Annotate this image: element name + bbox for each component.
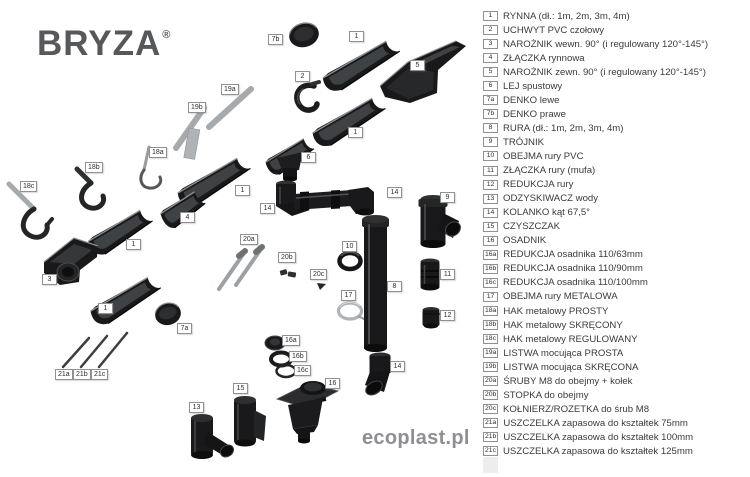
legend-row-20b	[483, 388, 747, 402]
legend-number-box: 16b	[485, 264, 497, 272]
legend-row-6	[483, 79, 747, 93]
legend-number-box: 16a	[485, 250, 497, 258]
part-label-7b: 7b	[268, 34, 283, 45]
part-label-20b: 20b	[278, 252, 296, 263]
legend-item-label: DENKO prawe	[503, 108, 566, 120]
legend-number-box: 16	[483, 236, 498, 246]
legend-item-label: LEJ spustowy	[503, 80, 563, 92]
legend-number-box: 18a	[485, 307, 497, 314]
legend-row-2	[483, 23, 747, 37]
legend-item-label: RYNNA (dł.: 1m, 2m, 3m, 4m)	[503, 10, 630, 22]
legend-item-label: REDUKCJA osadnika 110/90mm	[503, 263, 643, 275]
part-label-16a: 16a	[282, 335, 300, 346]
legend-number-box: 20b	[485, 391, 497, 399]
part-label-14: 14	[387, 187, 402, 198]
part-label-18c: 18c	[20, 181, 37, 192]
legend-number-box: 21b	[485, 433, 497, 441]
legend-item-label: ZŁĄCZKA rury (mufa)	[503, 165, 596, 177]
legend-row-5	[483, 65, 747, 79]
watermark: ecoplast.pl	[362, 427, 470, 449]
legend-number-box: 20c	[483, 404, 498, 414]
legend-item-label: LISTWA mocująca SKRĘCONA	[503, 361, 639, 373]
part-label-19a: 19a	[221, 84, 239, 95]
legend-item-label: NAROŻNIK zewn. 90° (i regulowany 120°-145°)	[503, 66, 706, 78]
part-label-4: 4	[180, 212, 195, 223]
part-label-19b: 19b	[188, 102, 206, 113]
part-label-21c: 21c	[91, 369, 108, 380]
part-label-18a: 18a	[149, 147, 167, 158]
legend-row-11	[483, 164, 747, 178]
legend-column-tail	[483, 457, 498, 473]
part-label-1: 1	[348, 127, 363, 138]
legend-item-label: REDUKCJA rury	[503, 179, 574, 191]
part-label-6: 6	[301, 152, 316, 163]
legend-number-box: 4	[483, 53, 498, 63]
legend-item-label: LISTWA mocująca PROSTA	[503, 347, 624, 359]
legend-item-label: TRÓJNIK	[503, 136, 545, 148]
part-label-7a: 7a	[177, 323, 192, 334]
legend-row-4	[483, 51, 747, 65]
legend-item-label: KOLANKO kąt 67,5°	[503, 207, 591, 219]
legend-item-label: ODZYSKIWACZ wody	[503, 193, 599, 205]
brand-logo-text: BRYZA	[37, 24, 162, 63]
legend-number-box: 21a	[485, 419, 497, 427]
legend-row-17	[483, 290, 747, 304]
part-label-9: 9	[440, 192, 455, 203]
legend-item-label: REDUKCJA osadnika 110/63mm	[503, 249, 643, 261]
legend-row-3	[483, 37, 747, 51]
legend-number-box: 9	[483, 137, 498, 147]
legend-row-8	[483, 121, 747, 135]
legend-row-21c	[483, 444, 747, 458]
legend-row-7a	[483, 93, 747, 107]
legend-row-20c	[483, 402, 747, 416]
part-label-20a: 20a	[240, 234, 258, 245]
legend-number-box: 19b	[485, 363, 497, 371]
legend-item-label: OBEJMA rury PVC	[503, 150, 584, 162]
legend-number-box: 2	[483, 25, 498, 35]
legend-row-19b	[483, 360, 747, 374]
legend-number-box: 6	[483, 81, 498, 91]
legend-row-20a	[483, 374, 747, 388]
legend-item-label: STOPKA do obejmy	[503, 389, 589, 401]
legend-row-13	[483, 192, 747, 206]
legend-row-21b	[483, 430, 747, 444]
legend-number-box: 8	[483, 123, 498, 133]
legend-row-18b	[483, 318, 747, 332]
legend-item-label: RURA (dł.: 1m, 2m, 3m, 4m)	[503, 122, 624, 134]
legend-item-label: USZCZELKA zapasowa do kształtek 125mm	[503, 445, 693, 457]
legend-number-box: 13	[483, 194, 498, 204]
legend-number-box: 1	[483, 11, 498, 21]
part-label-14: 14	[260, 203, 275, 214]
legend-number-box: 7a	[483, 95, 498, 105]
legend-item-label: ZŁĄCZKA rynnowa	[503, 52, 585, 64]
legend-item-label: HAK metalowy SKRĘCONY	[503, 319, 623, 331]
part-label-3: 3	[42, 274, 57, 285]
part-label-5: 5	[410, 60, 425, 71]
legend-number-box: 3	[483, 39, 498, 49]
legend-number-box: 12	[483, 180, 498, 190]
legend-row-16	[483, 234, 747, 248]
legend-item-label: CZYSZCZAK	[503, 221, 561, 233]
legend-item-label: USZCZELKA zapasowa do kształtek 75mm	[503, 417, 688, 429]
legend-row-15	[483, 220, 747, 234]
part-label-14: 14	[390, 361, 405, 372]
part-label-13: 13	[189, 402, 204, 413]
legend-number-box: 14	[483, 208, 498, 218]
legend-row-16a	[483, 248, 747, 262]
part-label-21a: 21a	[55, 369, 73, 380]
legend-row-19a	[483, 346, 747, 360]
part-label-10: 10	[342, 241, 357, 252]
legend-item-label: NAROŻNIK wewn. 90° (i regulowany 120°-145°)	[503, 38, 709, 50]
legend-item-label: HAK metalowy REGULOWANY	[503, 333, 638, 345]
part-label-21b: 21b	[73, 369, 91, 380]
part-label-18b: 18b	[85, 162, 103, 173]
legend-number-box: 21c	[483, 446, 498, 456]
legend-number-box: 20a	[485, 377, 497, 385]
part-label-11: 11	[440, 269, 455, 280]
part-label-8: 8	[387, 281, 402, 292]
part-label-1: 1	[98, 303, 113, 314]
legend-item-label: KOŁNIERZ/ROZETKA do śrub M8	[503, 403, 650, 415]
part-label-20c: 20c	[310, 269, 327, 280]
legend-item-label: REDUKCJA osadnika 110/100mm	[503, 277, 648, 289]
legend-row-10	[483, 149, 747, 163]
legend-number-box: 11	[483, 166, 498, 176]
part-label-16: 16	[325, 378, 340, 389]
legend-number-box: 15	[483, 222, 498, 232]
legend-number-box: 18c	[483, 334, 498, 344]
part-label-1: 1	[349, 31, 364, 42]
legend-row-1	[483, 9, 747, 23]
legend-item-label: HAK metalowy PROSTY	[503, 305, 609, 317]
legend-number-box: 17	[483, 292, 498, 302]
legend-item-label: DENKO lewe	[503, 94, 560, 106]
legend-row-9	[483, 135, 747, 149]
legend-number-box: 5	[483, 67, 498, 77]
legend-row-21a	[483, 416, 747, 430]
legend-row-7b	[483, 107, 747, 121]
legend-row-12	[483, 178, 747, 192]
part-label-16b: 16b	[289, 351, 307, 362]
part-label-1: 1	[235, 185, 250, 196]
legend-item-label: ŚRUBY M8 do obejmy + kołek	[503, 375, 633, 387]
part-label-15: 15	[233, 383, 248, 394]
legend-row-14	[483, 206, 747, 220]
legend-number-box: 16c	[483, 278, 498, 288]
registered-mark-icon: ®	[162, 29, 172, 41]
legend-row-18a	[483, 304, 747, 318]
legend-number-box: 7b	[483, 109, 498, 119]
legend-number-box: 19a	[485, 349, 497, 357]
part-label-2: 2	[295, 71, 310, 82]
part-label-12: 12	[440, 310, 455, 321]
legend-row-16b	[483, 262, 747, 276]
legend-number-box: 10	[483, 151, 498, 161]
legend-row-18c	[483, 332, 747, 346]
legend	[483, 9, 747, 459]
legend-item-label: OSADNIK	[503, 235, 547, 247]
legend-item-label: USZCZELKA zapasowa do kształtek 100mm	[503, 431, 694, 443]
legend-item-label: OBEJMA rury METALOWA	[503, 291, 618, 303]
legend-row-16c	[483, 276, 747, 290]
part-label-16c: 16c	[294, 365, 311, 376]
legend-item-label: UCHWYT PVC czołowy	[503, 24, 605, 36]
part-label-1: 1	[126, 239, 141, 250]
legend-number-box: 18b	[485, 321, 497, 329]
part-label-17: 17	[341, 290, 356, 301]
